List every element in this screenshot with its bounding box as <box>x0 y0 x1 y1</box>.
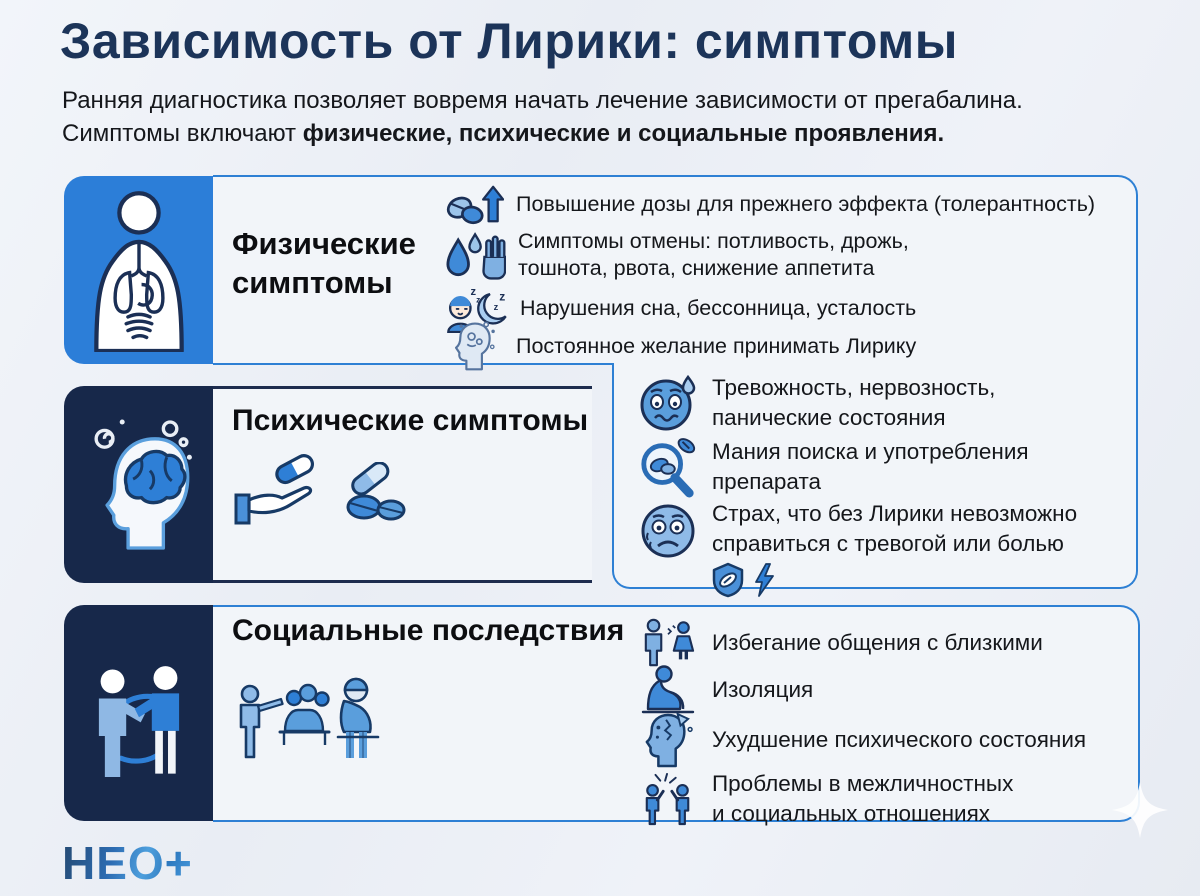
neo-plus-logo: НЕО+ <box>62 837 193 889</box>
avoid-contact-icon <box>636 617 700 669</box>
lightning-icon <box>753 563 775 605</box>
pills-up-arrow-icon <box>446 182 504 226</box>
hand-giving-capsule-icon <box>232 448 327 538</box>
psychological-tile <box>64 386 213 583</box>
symptom-item: Ухудшение психического состояния <box>636 716 1136 764</box>
conflict-icon <box>636 771 700 827</box>
social-tile <box>64 605 213 821</box>
page-title: Зависимость от Лирики: симптомы <box>60 13 958 69</box>
physical-panel-bottom-border <box>213 363 614 366</box>
pills-icon <box>342 462 408 527</box>
drug-seeking-magnifier-icon <box>636 436 700 498</box>
group-rejection-icon <box>236 670 331 767</box>
svg-text:z: z <box>493 301 499 312</box>
svg-text:z: z <box>470 286 477 299</box>
social-title: Социальные последствия <box>232 614 625 647</box>
psychological-title: Психические симптомы <box>232 404 589 437</box>
symptom-item: Избегание общения с близкими <box>636 620 1136 666</box>
physical-items <box>446 183 1136 361</box>
craving-head-icon <box>446 321 504 371</box>
sparkle-icon <box>1112 782 1168 843</box>
psychological-items <box>636 371 1131 606</box>
svg-text:z: z <box>476 294 481 305</box>
symptom-item: Мания поиска и употребления препарата <box>636 435 1131 499</box>
symptom-item: Тревожность, нервозность, панические состояния <box>636 371 1131 435</box>
symptom-item: Изоляция <box>636 668 1136 712</box>
sweat-tremor-hand-icon <box>446 228 506 282</box>
symptom-item: Симптомы отмены: потливость, дрожь, тошнота, рвота, снижение аппетита <box>446 225 1136 285</box>
symptom-item: Проблемы в межличностных и социальных отношениях <box>636 768 1136 830</box>
svg-text:z: z <box>499 289 506 304</box>
symptom-item: Повышение дозы для прежнего эффекта (толерантность) <box>446 183 1136 225</box>
lonely-sitting-icon <box>332 674 382 767</box>
subtitle-line1: Ранняя диагностика позволяет вовремя начать лечение зависимости от прегабалина. <box>62 87 1023 114</box>
symptom-item: Страх, что без Лирики невозможно справиться с тревогой или болью <box>636 499 1131 606</box>
symptom-item: Постоянное желание принимать Лирику <box>446 331 1136 361</box>
isolation-icon <box>636 665 700 715</box>
mental-decline-icon <box>636 712 700 768</box>
anxious-face-icon <box>636 373 700 433</box>
physical-tile <box>64 176 213 364</box>
shield-pill-icon <box>712 562 744 606</box>
subtitle-line2: Симптомы включают физические, психические и социальные проявления. <box>62 120 945 147</box>
social-items <box>636 620 1136 830</box>
page-subtitle <box>62 84 1023 150</box>
physical-title: Физические симптомы <box>232 226 416 300</box>
coping-icons <box>712 562 1077 606</box>
symptom-item: z z z z Нарушения сна, бессонница, усталость <box>446 285 1136 331</box>
fear-face-icon <box>636 501 700 561</box>
